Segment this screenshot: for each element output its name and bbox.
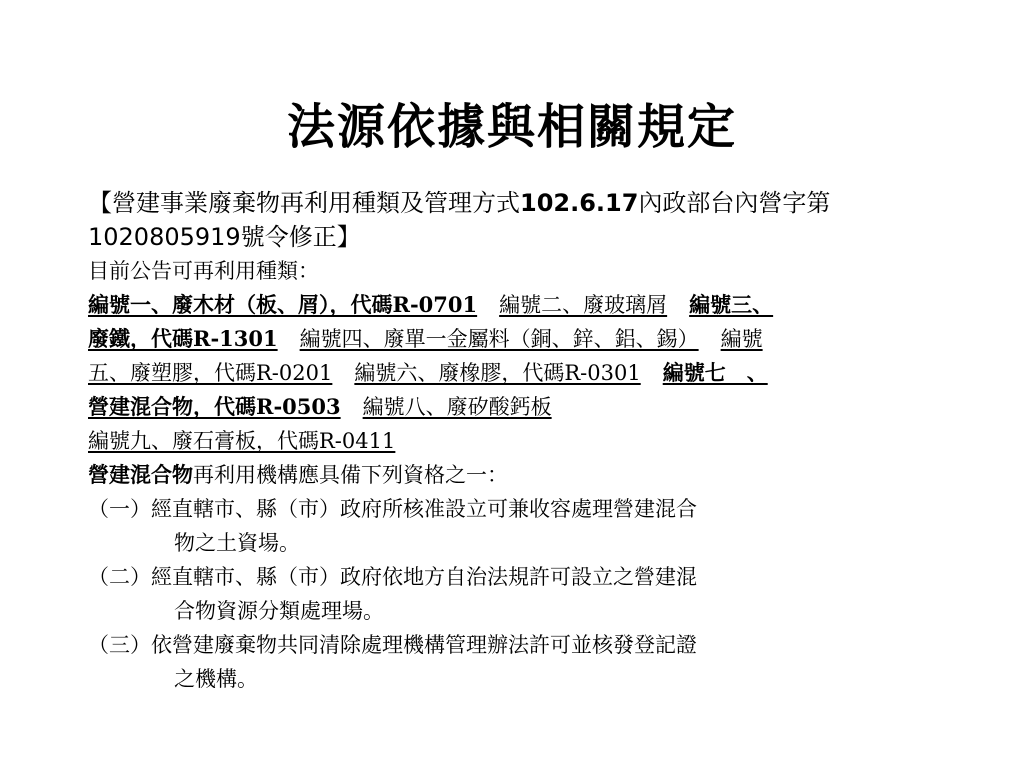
items-line-5 [88, 424, 958, 458]
items-line-4 [88, 390, 958, 424]
qualification-text: 再利用機構應具備下列資格之一： [193, 463, 508, 487]
item-7-start: 編號七 、 [662, 360, 768, 385]
item-6: 編號六、廢橡膠，代碼R-0301 [354, 361, 641, 385]
regulation-date: 102.6.17 [520, 189, 639, 217]
condition-1-line-2: 物之土資場。 [174, 531, 300, 555]
condition-3-line-1: （三）依營建廢棄物共同清除處理機構管理辦法許可並核發登記證 [88, 633, 697, 657]
slide-title: 法源依據與相關規定 [286, 99, 737, 155]
qualification-subject: 營建混合物 [88, 462, 193, 487]
item-5-start: 編號 [720, 327, 763, 351]
item-2: 編號二、廢玻璃屑 [499, 293, 668, 317]
item-1: 編號一、廢木材（板、屑），代碼R-0701 [88, 292, 478, 317]
slide-body [88, 186, 958, 696]
regulation-header-line-1 [88, 186, 958, 220]
announce-label: 目前公告可再利用種類： [88, 259, 319, 283]
regulation-name: 【營建事業廢棄物再利用種類及管理方式 [88, 189, 520, 217]
items-line-2 [88, 322, 958, 356]
condition-2-line-2: 合物資源分類處理場。 [174, 599, 384, 623]
regulation-number: 1020805919 [88, 223, 241, 251]
item-9: 編號九、廢石膏板，代碼R-0411 [88, 429, 396, 453]
item-5-end: 五、廢塑膠，代碼R-0201 [88, 361, 333, 385]
regulation-header-line-2 [88, 220, 958, 254]
qualification-heading [88, 458, 958, 492]
item-3-start: 編號三、 [689, 292, 774, 317]
item-8: 編號八、廢矽酸鈣板 [362, 395, 552, 419]
items-line-3 [88, 356, 958, 390]
regulation-issuer: 內政部台內營字第 [638, 189, 831, 217]
condition-2-line-1: （二）經直轄市、縣（市）政府依地方自治法規許可設立之營建混 [88, 565, 697, 589]
condition-1-line-1: （一）經直轄市、縣（市）政府所核准設立可兼收容處理營建混合 [88, 497, 697, 521]
items-line-1 [88, 288, 958, 322]
regulation-suffix: 號令修正】 [240, 223, 361, 251]
item-3-end: 廢鐵，代碼R-1301 [88, 326, 278, 351]
condition-3-line-2: 之機構。 [174, 667, 258, 691]
item-4: 編號四、廢單一金屬料（銅、鋅、鋁、錫） [299, 327, 699, 351]
item-7-end: 營建混合物，代碼R-0503 [88, 394, 341, 419]
